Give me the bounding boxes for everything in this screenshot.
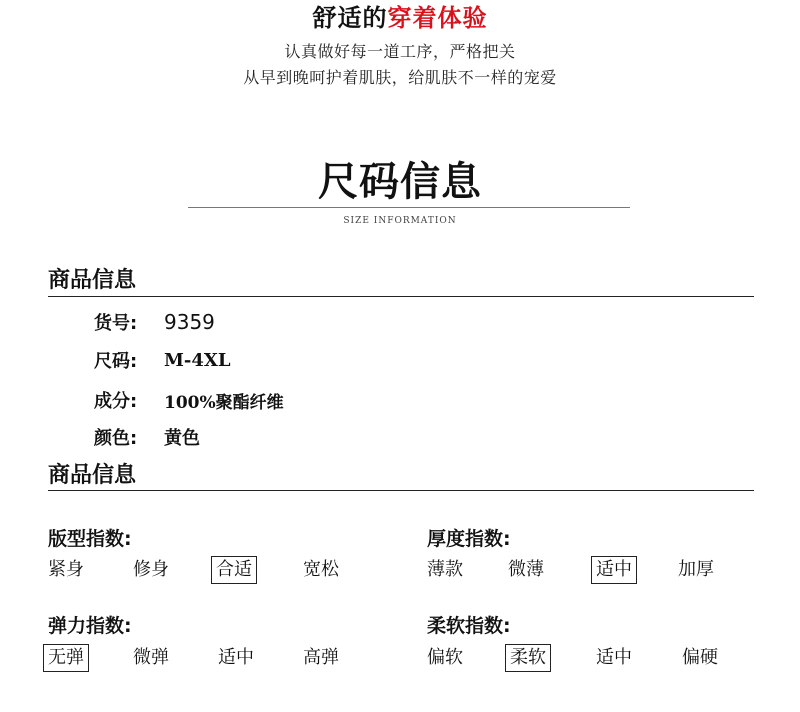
index-section-title: 商品信息 [48, 463, 137, 488]
fit-option-regular-selected: 合适 [211, 556, 257, 584]
material-label: 成分: [94, 391, 138, 412]
size-label: 尺码: [94, 351, 138, 372]
fit-option-tight: 紧身 [48, 559, 84, 580]
product-info-divider [48, 296, 754, 297]
headline-red: 穿着体验 [387, 4, 488, 32]
thickness-option-thin: 薄款 [427, 559, 463, 580]
size-info-title: 尺码信息 [318, 159, 482, 205]
product-info-title: 商品信息 [48, 268, 137, 293]
thickness-index-title: 厚度指数: [427, 528, 511, 550]
thickness-option-slightly-thin: 微薄 [508, 559, 544, 580]
info-row-item-number [94, 309, 215, 335]
elasticity-option-slight: 微弹 [133, 647, 169, 668]
elasticity-index-title: 弹力指数: [48, 615, 132, 637]
headline [0, 0, 800, 33]
index-section-divider [48, 490, 754, 491]
material-value: 100%聚酯纤维 [164, 392, 284, 413]
fit-option-loose: 宽松 [303, 559, 339, 580]
color-label: 颜色: [94, 428, 138, 449]
subline-2: 从早到晚呵护着肌肤，给肌肤不一样的宠爱 [243, 68, 557, 87]
headline-black: 舒适的 [312, 4, 388, 32]
thickness-option-thick: 加厚 [678, 559, 714, 580]
size-info-subtitle: SIZE INFORMATION [343, 216, 457, 226]
info-row-size [94, 347, 231, 373]
fit-index-title: 版型指数: [48, 528, 132, 550]
softness-option-hard: 偏硬 [682, 647, 718, 668]
size-value: M-4XL [164, 349, 231, 371]
fit-option-slim: 修身 [133, 559, 169, 580]
elasticity-option-medium: 适中 [218, 647, 254, 668]
item-number-label: 货号: [94, 313, 138, 334]
softness-index-title: 柔软指数: [427, 615, 511, 637]
subline-1: 认真做好每一道工序，严格把关 [284, 42, 516, 61]
softness-option-soft: 偏软 [427, 647, 463, 668]
elasticity-option-none-selected: 无弹 [43, 644, 89, 672]
size-info-divider [188, 207, 630, 208]
item-number-value: 9359 [164, 310, 215, 334]
color-value: 黄色 [164, 428, 200, 449]
thickness-option-medium-selected: 适中 [591, 556, 637, 584]
softness-option-supple-selected: 柔软 [505, 644, 551, 672]
info-row-color [94, 424, 200, 450]
info-row-material [94, 387, 284, 413]
elasticity-option-high: 高弹 [303, 647, 339, 668]
softness-option-medium: 适中 [596, 647, 632, 668]
